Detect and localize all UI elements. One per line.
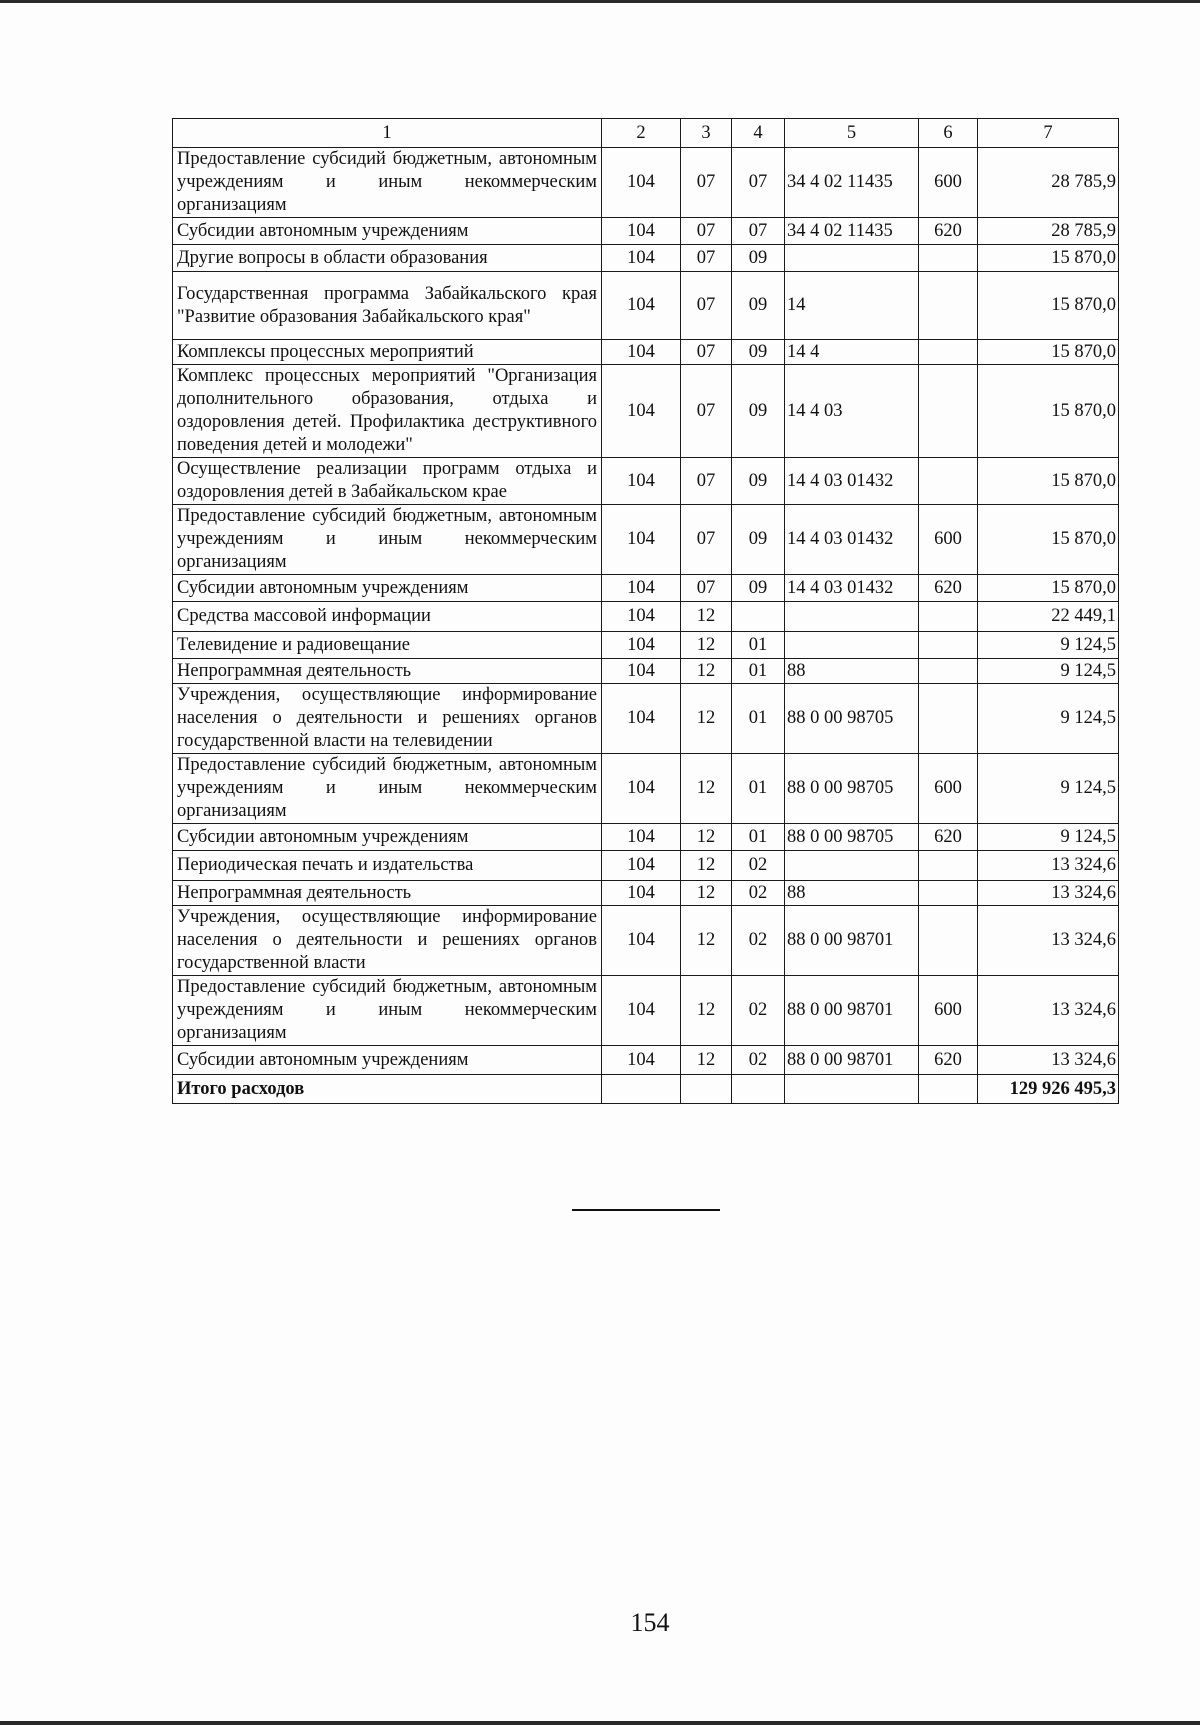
row-section-code: 12	[681, 684, 732, 754]
table-row	[173, 632, 1119, 659]
row-target-article: 34 4 02 11435	[785, 218, 919, 245]
row-expense-type: 600	[919, 505, 978, 575]
row-target-article: 88	[785, 659, 919, 684]
row-subsection-code: 02	[732, 976, 785, 1046]
table-header-row	[173, 119, 1119, 148]
row-description: Периодическая печать и издательства	[173, 851, 602, 881]
row-description: Учреждения, осуществляющие информирование населения о деятельности и решениях органов государственной власти	[173, 906, 602, 976]
row-amount: 28 785,9	[978, 218, 1119, 245]
row-expense-type	[919, 851, 978, 881]
column-header-3: 3	[681, 119, 732, 148]
row-description: Непрограммная деятельность	[173, 881, 602, 906]
row-description: Субсидии автономным учреждениям	[173, 575, 602, 602]
table-row	[173, 754, 1119, 824]
row-target-article	[785, 245, 919, 272]
row-ministry-code: 104	[602, 575, 681, 602]
column-header-5: 5	[785, 119, 919, 148]
row-target-article: 88 0 00 98701	[785, 976, 919, 1046]
row-description: Телевидение и радиовещание	[173, 632, 602, 659]
row-target-article	[785, 602, 919, 632]
table-row	[173, 976, 1119, 1046]
row-target-article: 14 4	[785, 340, 919, 365]
total-amount: 129 926 495,3	[978, 1075, 1119, 1104]
row-target-article: 14 4 03 01432	[785, 458, 919, 505]
row-subsection-code: 09	[732, 365, 785, 458]
row-amount: 9 124,5	[978, 684, 1119, 754]
column-header-2: 2	[602, 119, 681, 148]
row-amount: 22 449,1	[978, 602, 1119, 632]
row-subsection-code: 01	[732, 684, 785, 754]
row-amount: 15 870,0	[978, 365, 1119, 458]
row-target-article: 88 0 00 98705	[785, 684, 919, 754]
row-ministry-code: 104	[602, 458, 681, 505]
scan-edge-top	[0, 0, 1200, 3]
column-header-6: 6	[919, 119, 978, 148]
row-amount: 9 124,5	[978, 632, 1119, 659]
row-ministry-code: 104	[602, 602, 681, 632]
row-target-article	[785, 851, 919, 881]
row-ministry-code: 104	[602, 148, 681, 218]
row-subsection-code: 02	[732, 1046, 785, 1075]
row-ministry-code: 104	[602, 245, 681, 272]
table-row	[173, 245, 1119, 272]
row-amount: 13 324,6	[978, 906, 1119, 976]
row-description: Комплексы процессных мероприятий	[173, 340, 602, 365]
row-amount: 13 324,6	[978, 976, 1119, 1046]
total-empty-cell	[681, 1075, 732, 1104]
row-subsection-code: 01	[732, 632, 785, 659]
row-description: Осуществление реализации программ отдыха и оздоровления детей в Забайкальском крае	[173, 458, 602, 505]
row-ministry-code: 104	[602, 218, 681, 245]
table-row	[173, 505, 1119, 575]
row-subsection-code: 02	[732, 906, 785, 976]
row-target-article: 88 0 00 98705	[785, 754, 919, 824]
table-row	[173, 1046, 1119, 1075]
row-section-code: 12	[681, 602, 732, 632]
row-expense-type: 620	[919, 575, 978, 602]
row-description: Предоставление субсидий бюджетным, автономным учреждениям и иным некоммерческим организациям	[173, 505, 602, 575]
row-expense-type	[919, 245, 978, 272]
row-description: Комплекс процессных мероприятий "Организация дополнительного образования, отдыха и оздоровления детей. Профилактика деструктивного поведения детей и молодежи"	[173, 365, 602, 458]
row-expense-type: 600	[919, 148, 978, 218]
row-amount: 15 870,0	[978, 458, 1119, 505]
row-description: Непрограммная деятельность	[173, 659, 602, 684]
row-section-code: 12	[681, 824, 732, 851]
row-expense-type	[919, 632, 978, 659]
row-subsection-code: 09	[732, 245, 785, 272]
row-expense-type	[919, 906, 978, 976]
row-expense-type	[919, 340, 978, 365]
row-amount: 15 870,0	[978, 505, 1119, 575]
row-section-code: 07	[681, 458, 732, 505]
row-expense-type: 600	[919, 976, 978, 1046]
row-target-article: 88 0 00 98705	[785, 824, 919, 851]
table-row	[173, 602, 1119, 632]
row-expense-type: 620	[919, 1046, 978, 1075]
row-ministry-code: 104	[602, 340, 681, 365]
row-target-article: 14 4 03	[785, 365, 919, 458]
row-subsection-code: 09	[732, 458, 785, 505]
row-amount: 9 124,5	[978, 824, 1119, 851]
row-subsection-code: 07	[732, 148, 785, 218]
scan-edge-bottom	[0, 1721, 1200, 1725]
table-row	[173, 340, 1119, 365]
row-section-code: 12	[681, 754, 732, 824]
row-section-code: 12	[681, 976, 732, 1046]
table-row	[173, 365, 1119, 458]
table-row	[173, 906, 1119, 976]
table-row	[173, 272, 1119, 340]
row-description: Субсидии автономным учреждениям	[173, 824, 602, 851]
row-amount: 13 324,6	[978, 1046, 1119, 1075]
row-subsection-code: 09	[732, 575, 785, 602]
row-description: Средства массовой информации	[173, 602, 602, 632]
table-row	[173, 881, 1119, 906]
row-description: Учреждения, осуществляющие информирование населения о деятельности и решениях органов государственной власти на телевидении	[173, 684, 602, 754]
row-subsection-code: 01	[732, 824, 785, 851]
row-description: Предоставление субсидий бюджетным, автономным учреждениям и иным некоммерческим организациям	[173, 148, 602, 218]
column-header-4: 4	[732, 119, 785, 148]
row-expense-type	[919, 602, 978, 632]
expenditure-table-container	[172, 118, 1118, 1104]
row-section-code: 07	[681, 148, 732, 218]
row-subsection-code: 02	[732, 851, 785, 881]
table-row	[173, 148, 1119, 218]
row-amount: 9 124,5	[978, 754, 1119, 824]
total-empty-cell	[785, 1075, 919, 1104]
row-amount: 28 785,9	[978, 148, 1119, 218]
row-ministry-code: 104	[602, 272, 681, 340]
row-subsection-code: 09	[732, 340, 785, 365]
row-subsection-code: 01	[732, 754, 785, 824]
row-target-article: 14	[785, 272, 919, 340]
total-empty-cell	[602, 1075, 681, 1104]
row-target-article: 34 4 02 11435	[785, 148, 919, 218]
row-description: Государственная программа Забайкальского края "Развитие образования Забайкальского края"	[173, 272, 602, 340]
row-subsection-code: 07	[732, 218, 785, 245]
row-expense-type	[919, 458, 978, 505]
row-ministry-code: 104	[602, 365, 681, 458]
row-section-code: 12	[681, 881, 732, 906]
row-section-code: 07	[681, 365, 732, 458]
row-amount: 15 870,0	[978, 245, 1119, 272]
row-section-code: 07	[681, 272, 732, 340]
row-subsection-code: 02	[732, 881, 785, 906]
table-row	[173, 575, 1119, 602]
row-expense-type: 620	[919, 218, 978, 245]
table-row	[173, 659, 1119, 684]
row-target-article: 88	[785, 881, 919, 906]
row-ministry-code: 104	[602, 632, 681, 659]
row-expense-type	[919, 272, 978, 340]
row-section-code: 07	[681, 575, 732, 602]
row-section-code: 12	[681, 851, 732, 881]
row-ministry-code: 104	[602, 659, 681, 684]
expenditure-table	[172, 118, 1119, 1104]
row-amount: 15 870,0	[978, 575, 1119, 602]
row-description: Субсидии автономным учреждениям	[173, 218, 602, 245]
row-ministry-code: 104	[602, 754, 681, 824]
row-target-article: 88 0 00 98701	[785, 1046, 919, 1075]
expenditure-table-body	[173, 119, 1119, 1104]
row-section-code: 07	[681, 505, 732, 575]
row-section-code: 07	[681, 245, 732, 272]
row-expense-type: 600	[919, 754, 978, 824]
row-amount: 9 124,5	[978, 659, 1119, 684]
row-target-article: 14 4 03 01432	[785, 575, 919, 602]
total-label: Итого расходов	[173, 1075, 602, 1104]
row-expense-type	[919, 659, 978, 684]
row-subsection-code: 09	[732, 505, 785, 575]
total-empty-cell	[732, 1075, 785, 1104]
row-ministry-code: 104	[602, 881, 681, 906]
row-ministry-code: 104	[602, 684, 681, 754]
row-section-code: 12	[681, 906, 732, 976]
row-amount: 13 324,6	[978, 881, 1119, 906]
page-number: 154	[630, 1608, 670, 1637]
row-subsection-code: 01	[732, 659, 785, 684]
column-header-1: 1	[173, 119, 602, 148]
table-row	[173, 684, 1119, 754]
row-target-article: 88 0 00 98701	[785, 906, 919, 976]
row-expense-type	[919, 365, 978, 458]
row-amount: 13 324,6	[978, 851, 1119, 881]
column-header-7: 7	[978, 119, 1119, 148]
row-expense-type: 620	[919, 824, 978, 851]
row-section-code: 12	[681, 1046, 732, 1075]
row-amount: 15 870,0	[978, 340, 1119, 365]
row-ministry-code: 104	[602, 505, 681, 575]
row-description: Субсидии автономным учреждениям	[173, 1046, 602, 1075]
row-ministry-code: 104	[602, 824, 681, 851]
row-subsection-code: 09	[732, 272, 785, 340]
row-amount: 15 870,0	[978, 272, 1119, 340]
row-section-code: 07	[681, 218, 732, 245]
total-empty-cell	[919, 1075, 978, 1104]
table-row	[173, 458, 1119, 505]
row-target-article: 14 4 03 01432	[785, 505, 919, 575]
row-expense-type	[919, 881, 978, 906]
row-section-code: 07	[681, 340, 732, 365]
row-description: Предоставление субсидий бюджетным, автономным учреждениям и иным некоммерческим организациям	[173, 976, 602, 1046]
row-expense-type	[919, 684, 978, 754]
row-section-code: 12	[681, 632, 732, 659]
row-description: Предоставление субсидий бюджетным, автономным учреждениям и иным некоммерческим организациям	[173, 754, 602, 824]
row-target-article	[785, 632, 919, 659]
row-ministry-code: 104	[602, 906, 681, 976]
row-ministry-code: 104	[602, 1046, 681, 1075]
row-section-code: 12	[681, 659, 732, 684]
row-ministry-code: 104	[602, 976, 681, 1046]
table-total-row	[173, 1075, 1119, 1104]
table-row	[173, 218, 1119, 245]
table-row	[173, 851, 1119, 881]
closing-rule	[572, 1209, 720, 1211]
row-ministry-code: 104	[602, 851, 681, 881]
table-row	[173, 824, 1119, 851]
row-description: Другие вопросы в области образования	[173, 245, 602, 272]
row-subsection-code	[732, 602, 785, 632]
